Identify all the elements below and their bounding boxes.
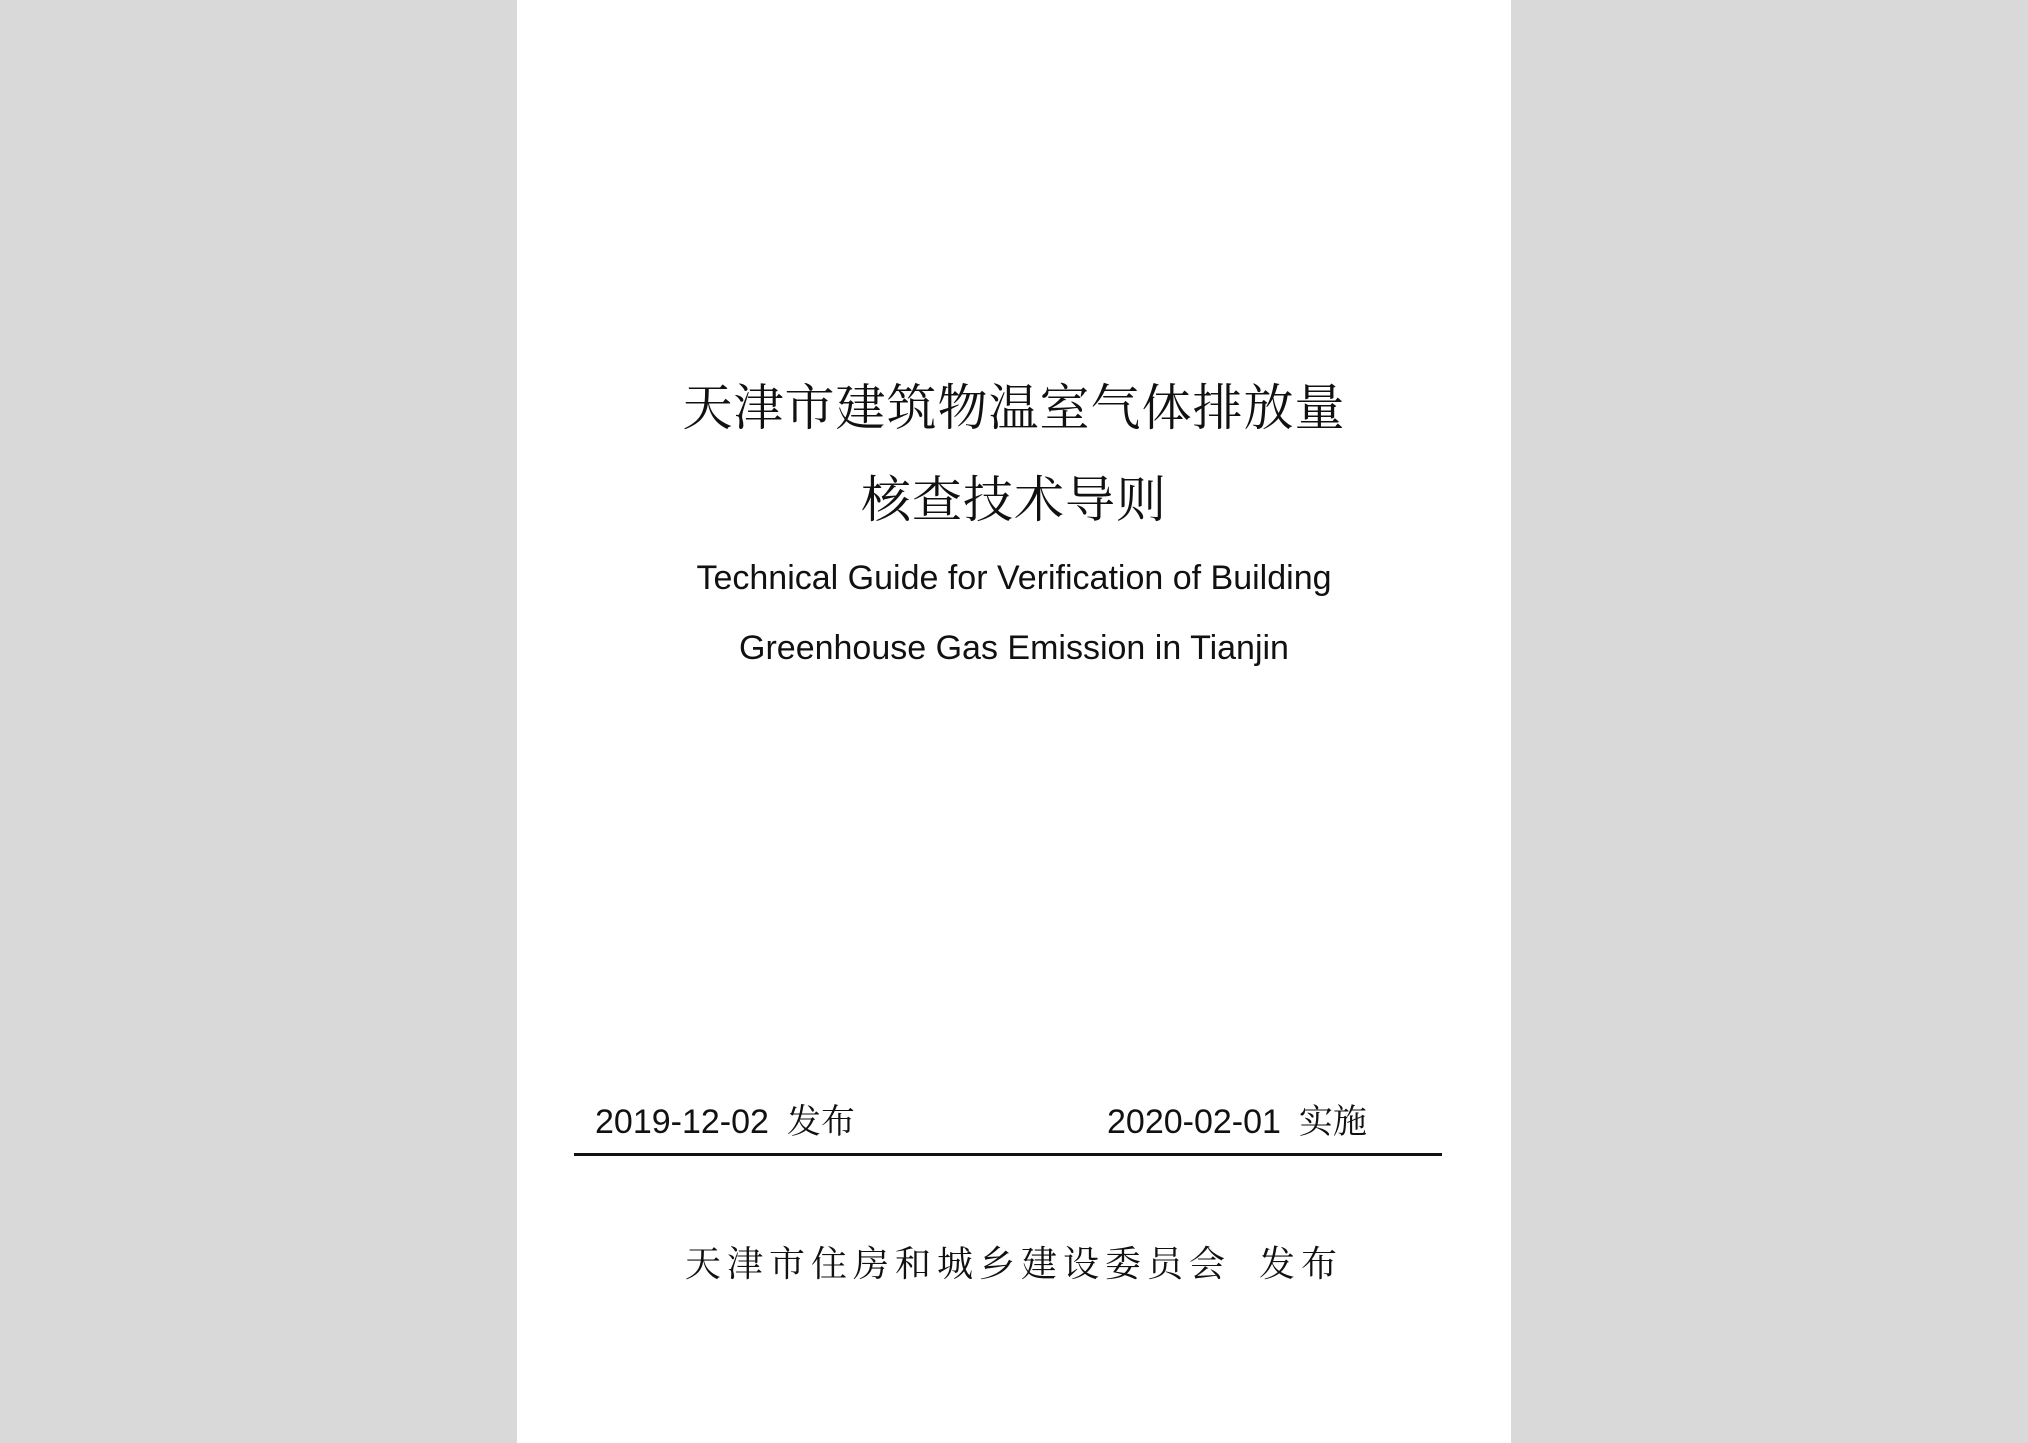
publisher-name: 天津市住房和城乡建设委员会 <box>684 1244 1231 1285</box>
title-english-line-2: Greenhouse Gas Emission in Tianjin <box>739 629 1289 667</box>
document-page <box>517 0 1511 1443</box>
effective-date-block <box>1107 1100 1367 1144</box>
title-chinese-line-2: 核查技术导则 <box>861 471 1167 529</box>
title-english-line-1: Technical Guide for Verification of Building <box>696 559 1332 597</box>
effective-label: 实施 <box>1298 1102 1367 1142</box>
divider-line <box>574 1153 1442 1156</box>
publisher-line <box>517 1240 1511 1290</box>
release-label: 发布 <box>786 1102 855 1142</box>
release-date: 2019-12-02 <box>595 1103 769 1141</box>
release-date-block <box>595 1100 855 1144</box>
publisher-action: 发布 <box>1259 1244 1344 1285</box>
effective-date: 2020-02-01 <box>1107 1103 1281 1141</box>
title-chinese-line-1: 天津市建筑物温室气体排放量 <box>682 379 1346 437</box>
